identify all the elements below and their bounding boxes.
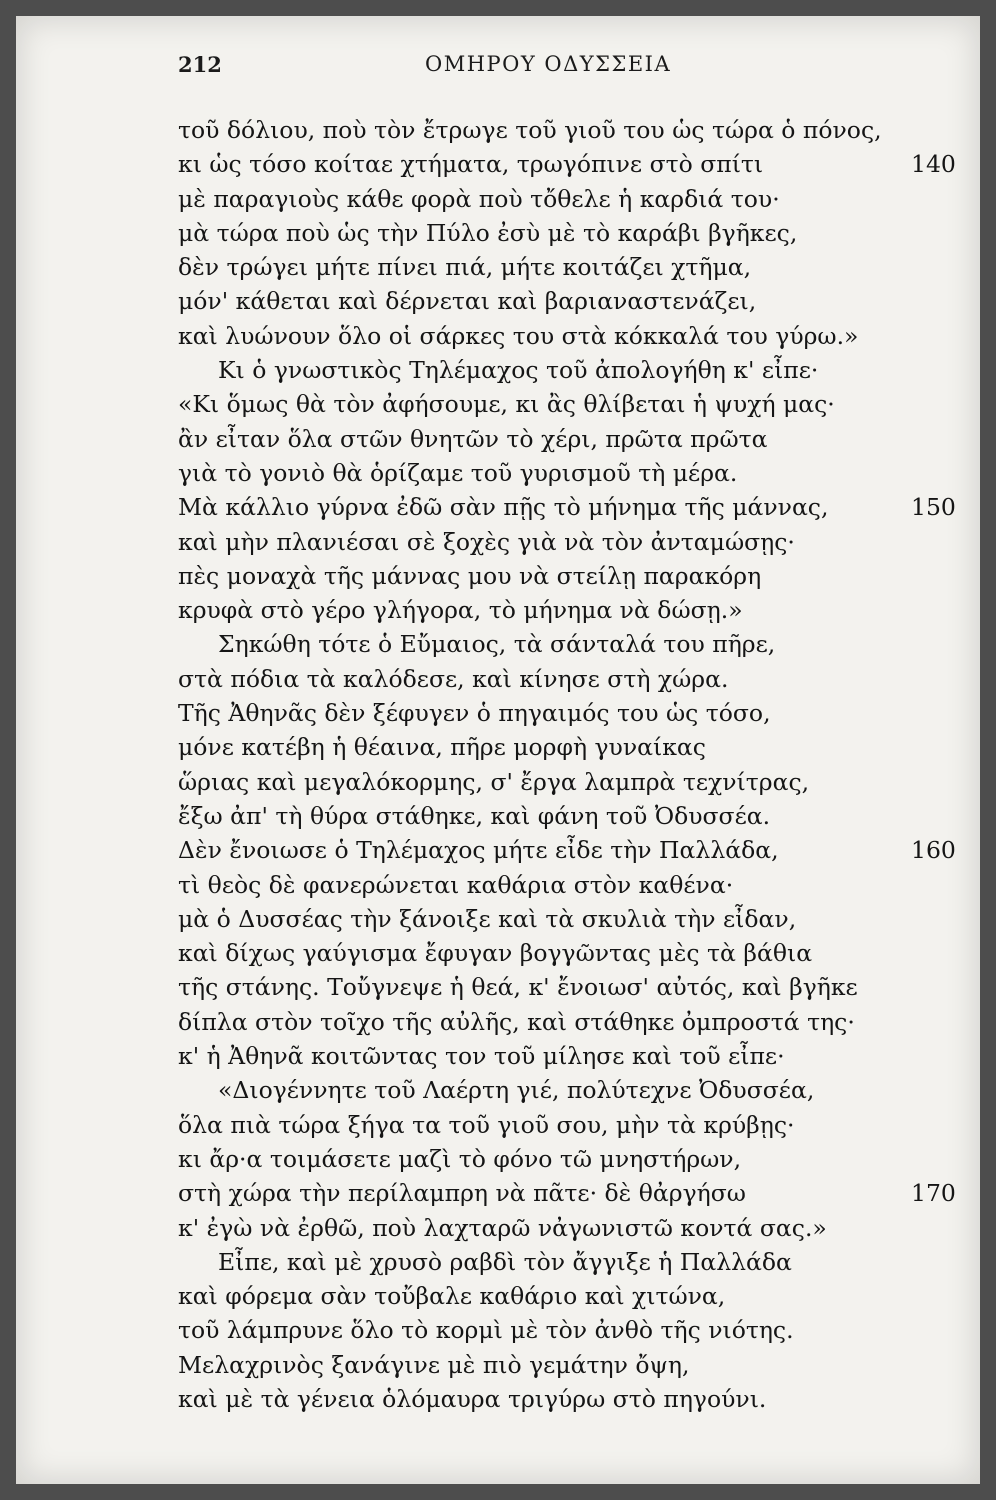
page-number: 212 xyxy=(178,52,222,77)
verse-line xyxy=(178,765,968,799)
verse-line-text: ἔξω ἀπ' τὴ θύρα στάθηκε, καὶ φάνη τοῦ Ὀδυσσέα. xyxy=(178,801,771,830)
verse-line-text: «Κι ὅμως θὰ τὸν ἀφήσουμε, κι ἂς θλίβεται ἡ ψυχή μας· xyxy=(178,390,835,419)
verse-line-text: τῆς στάνης. Τοὔγνεψε ἡ θεά, κ' ἔνοιωσ' αὐτός, καὶ βγῆκε xyxy=(178,973,858,1002)
verse-line-text: κ' ἐγὼ νὰ ἐρθῶ, ποὺ λαχταρῶ νἀγωνιστῶ κοντά σας.» xyxy=(178,1213,827,1242)
verse-line xyxy=(178,868,968,902)
verse-line-text: Σηκώθη τότε ὁ Εὔμαιος, τὰ σάνταλά του πῆρε, xyxy=(218,630,776,659)
verse-line xyxy=(178,525,968,559)
verse-line xyxy=(178,627,968,661)
verse-line-text: τὶ θεὸς δὲ φανερώνεται καθάρια στὸν καθένα· xyxy=(178,870,734,899)
verse-line xyxy=(178,1348,968,1382)
verse-line xyxy=(178,1142,968,1176)
verse-line xyxy=(178,147,968,181)
verse-line-text: δίπλα στὸν τοῖχο τῆς αὐλῆς, καὶ στάθηκε ὀμπροστά της· xyxy=(178,1007,855,1036)
verse-line xyxy=(178,1108,968,1142)
verse-line-text: καὶ μὲ τὰ γένεια ὁλόμαυρα τριγύρω στὸ πηγούνι. xyxy=(178,1384,767,1413)
running-title: ΟΜΗΡΟΥ ΟΔΥΣΣΕΙΑ xyxy=(425,52,672,76)
verse-line xyxy=(178,559,968,593)
verse-line xyxy=(178,662,968,696)
verse-line xyxy=(178,284,968,318)
verse-line-text: Εἶπε, καὶ μὲ χρυσὸ ραβδὶ τὸν ἄγγιξε ἡ Παλλάδα xyxy=(218,1247,792,1276)
verse-line xyxy=(178,1313,968,1347)
line-number: 170 xyxy=(911,1179,956,1208)
verse-line-text: πὲς μοναχὰ τῆς μάννας μου νὰ στείλῃ παρακόρη xyxy=(178,561,762,590)
verse-line xyxy=(178,936,968,970)
verse-line xyxy=(178,970,968,1004)
verse-line-text: κι ὡς τόσο κοίταε χτήματα, τρωγόπινε στὸ σπίτι xyxy=(178,150,764,179)
verse-line xyxy=(178,1211,968,1245)
page-header xyxy=(178,52,678,82)
verse-line xyxy=(178,1039,968,1073)
verse-line-text: «Διογέννητε τοῦ Λαέρτη γιέ, πολύτεχνε Ὀδυσσέα, xyxy=(218,1076,815,1105)
verse-line xyxy=(178,902,968,936)
verse-line-text: τοῦ λάμπρυνε ὅλο τὸ κορμὶ μὲ τὸν ἀνθὸ τῆς νιότης. xyxy=(178,1316,794,1345)
verse-line xyxy=(178,387,968,421)
verse-line xyxy=(178,1245,968,1279)
verse-line-text: Δὲν ἔνοιωσε ὁ Τηλέμαχος μήτε εἶδε τὴν Παλλάδα, xyxy=(178,836,779,865)
verse-line xyxy=(178,319,968,353)
verse-line-text: καὶ μὴν πλανιέσαι σὲ ξοχὲς γιὰ νὰ τὸν ἀνταμώσῃς· xyxy=(178,527,795,556)
verse-line xyxy=(178,113,968,147)
verse-line xyxy=(178,1382,968,1416)
verse-line xyxy=(178,216,968,250)
verse-line-text: μόνε κατέβη ἡ θέαινα, πῆρε μορφὴ γυναίκας xyxy=(178,733,706,762)
line-number: 150 xyxy=(911,493,956,522)
verse-line-text: μὲ παραγιοὺς κάθε φορὰ ποὺ τὄθελε ἡ καρδιά του· xyxy=(178,184,780,213)
verse-line-text: καὶ φόρεμα σὰν τοὔβαλε καθάριο καὶ χιτώνα, xyxy=(178,1282,726,1311)
verse-line-text: καὶ δίχως γαύγισμα ἔφυγαν βογγῶντας μὲς τὰ βάθια xyxy=(178,939,813,968)
verse-line xyxy=(178,250,968,284)
verse-line xyxy=(178,593,968,627)
verse-line xyxy=(178,1279,968,1313)
verse-line-text: κι ἄρ·α τοιμάσετε μαζὶ τὸ φόνο τῶ μνηστήρων, xyxy=(178,1144,742,1173)
verse-line-text: Μελαχρινὸς ξανάγινε μὲ πιὸ γεμάτην ὄψη, xyxy=(178,1350,690,1379)
verse-line xyxy=(178,1073,968,1107)
verse-line xyxy=(178,696,968,730)
line-number: 160 xyxy=(911,836,956,865)
verse-line-text: μὰ τώρα ποὺ ὡς τὴν Πύλο ἐσὺ μὲ τὸ καράβι βγῆκες, xyxy=(178,218,798,247)
verse-line-text: ὅλα πιὰ τώρα ξήγα τα τοῦ γιοῦ σου, μὴν τὰ κρύβῃς· xyxy=(178,1110,795,1139)
verse-line xyxy=(178,490,968,524)
verse-line-text: Τῆς Ἀθηνᾶς δὲν ξέφυγεν ὁ πηγαιμός του ὡς τόσο, xyxy=(178,699,771,728)
verse-line-text: στὴ χώρα τὴν περίλαμπρη νὰ πᾶτε· δὲ θἀργήσω xyxy=(178,1179,746,1208)
verse-line xyxy=(178,353,968,387)
verse-line-text: δὲν τρώγει μήτε πίνει πιά, μήτε κοιτάζει χτῆμα, xyxy=(178,253,752,282)
line-number: 140 xyxy=(911,150,956,179)
verse-line xyxy=(178,1176,968,1210)
verse-line xyxy=(178,422,968,456)
verse-line-text: καὶ λυώνουν ὅλο οἱ σάρκες του στὰ κόκκαλά του γύρω.» xyxy=(178,321,859,350)
verse-line-text: Μὰ κάλλιο γύρνα ἐδῶ σὰν πῇς τὸ μήνημα τῆς μάννας, xyxy=(178,493,829,522)
verse-line xyxy=(178,799,968,833)
verse-line-text: κρυφὰ στὸ γέρο γλήγορα, τὸ μήνημα νὰ δώσῃ.» xyxy=(178,596,743,625)
verse-line-text: τοῦ δόλιου, ποὺ τὸν ἔτρωγε τοῦ γιοῦ του ὡς τώρα ὁ πόνος, xyxy=(178,116,882,144)
verse-block xyxy=(178,113,968,1416)
verse-line-text: στὰ πόδια τὰ καλόδεσε, καὶ κίνησε στὴ χώρα. xyxy=(178,664,729,693)
verse-line xyxy=(178,833,968,867)
verse-line-text: ὥριας καὶ μεγαλόκορμης, σ' ἔργα λαμπρὰ τεχνίτρας, xyxy=(178,767,810,796)
verse-line xyxy=(178,1005,968,1039)
verse-line-text: ἂν εἶταν ὅλα στῶν θνητῶν τὸ χέρι, πρῶτα πρῶτα xyxy=(178,424,768,453)
verse-line xyxy=(178,730,968,764)
verse-line-text: κ' ἡ Ἀθηνᾶ κοιτῶντας τον τοῦ μίλησε καὶ τοῦ εἶπε· xyxy=(178,1042,785,1071)
verse-line-text: μόν' κάθεται καὶ δέρνεται καὶ βαριαναστενάζει, xyxy=(178,287,757,316)
verse-line-text: μὰ ὁ Δυσσέας τὴν ξάνοιξε καὶ τὰ σκυλιὰ τὴν εἶδαν, xyxy=(178,904,797,933)
verse-line xyxy=(178,182,968,216)
verse-line xyxy=(178,456,968,490)
verse-line-text: γιὰ τὸ γονιὸ θὰ ὁρίζαμε τοῦ γυρισμοῦ τὴ μέρα. xyxy=(178,458,738,487)
verse-line-text: Κι ὁ γνωστικὸς Τηλέμαχος τοῦ ἀπολογήθη κ' εἶπε· xyxy=(218,356,819,385)
